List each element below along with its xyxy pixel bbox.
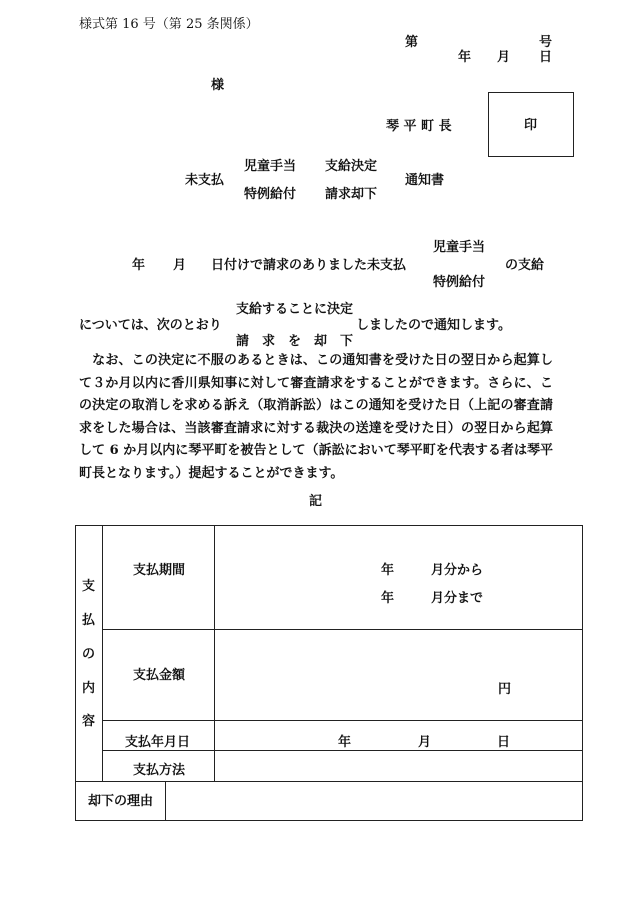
side-label-1: 支: [82, 579, 96, 594]
body-opt-bottom: 特例給付: [433, 275, 486, 290]
title-suffix: 通知書: [405, 173, 445, 188]
title-opt1-bottom: 特例給付: [244, 187, 297, 202]
issuer-name: 琴 平 町 長: [386, 119, 452, 134]
date-day: 日: [539, 50, 553, 65]
body-request-text: 日付けで請求のありました未支払: [211, 258, 407, 273]
rejection-reason-label: 却下の理由: [88, 794, 154, 809]
body-year: 年: [132, 258, 146, 273]
payment-date-label: 支払年月日: [125, 735, 191, 750]
payment-date-year: 年: [338, 735, 352, 750]
payment-date-day: 日: [497, 735, 511, 750]
period-to-year: 年: [381, 591, 395, 606]
period-to-month: 月分まで: [431, 591, 484, 606]
title-opt2-top: 支給決定: [325, 159, 378, 174]
decision-tail: しましたので通知します。: [356, 318, 511, 333]
decision-lead: については、次のとおり: [79, 318, 222, 333]
number-dai: 第: [405, 35, 419, 50]
side-label-5: 容: [82, 714, 96, 729]
date-month: 月: [497, 50, 511, 65]
side-label-2: 払: [82, 613, 96, 628]
payment-date-month: 月: [418, 735, 432, 750]
decision-top: 支給することに決定: [236, 302, 354, 317]
period-from-month: 月分から: [431, 563, 484, 578]
period-label: 支払期間: [133, 563, 186, 578]
notice-paragraph-text: なお、この決定に不服のあるときは、この通知書を受けた日の翌日から起算して３か月以内に香川県知事に対して審査請求をすることができます。さらに、この決定の取消しを求める訴え（取消訴訟）はこの通知を受けた日（上記の審査請求をした場合は、当該審査請求に対する裁決の送達を受けた日）の翌日から起算して 6 か月以内に琴平町を被告として（訴訟において琴平町を代表する者は琴平町長となります。）提起することができます。: [79, 353, 553, 481]
addressee-sama: 様: [211, 78, 225, 93]
title-opt2-bottom: 請求却下: [325, 187, 378, 202]
notice-paragraph: [79, 350, 553, 485]
side-label-4: 内: [82, 681, 96, 696]
body-month: 月: [173, 258, 187, 273]
stamp-mark: 印: [524, 118, 538, 133]
side-label-3: の: [82, 647, 96, 662]
period-from-year: 年: [381, 563, 395, 578]
title-opt1-top: 児童手当: [244, 159, 297, 174]
title-prefix: 未支払: [185, 173, 225, 188]
form-number: 様式第 16 号（第 25 条関係）: [79, 17, 259, 32]
ki-label: 記: [309, 494, 323, 509]
body-payment-suffix: の支給: [505, 258, 545, 273]
decision-bottom: 請 求 を 却 下: [236, 334, 354, 349]
number-go: 号: [539, 35, 553, 50]
amount-label: 支払金額: [133, 668, 186, 683]
date-year: 年: [458, 50, 472, 65]
body-opt-top: 児童手当: [433, 240, 486, 255]
amount-unit: 円: [498, 682, 512, 697]
payment-method-label: 支払方法: [133, 763, 186, 778]
